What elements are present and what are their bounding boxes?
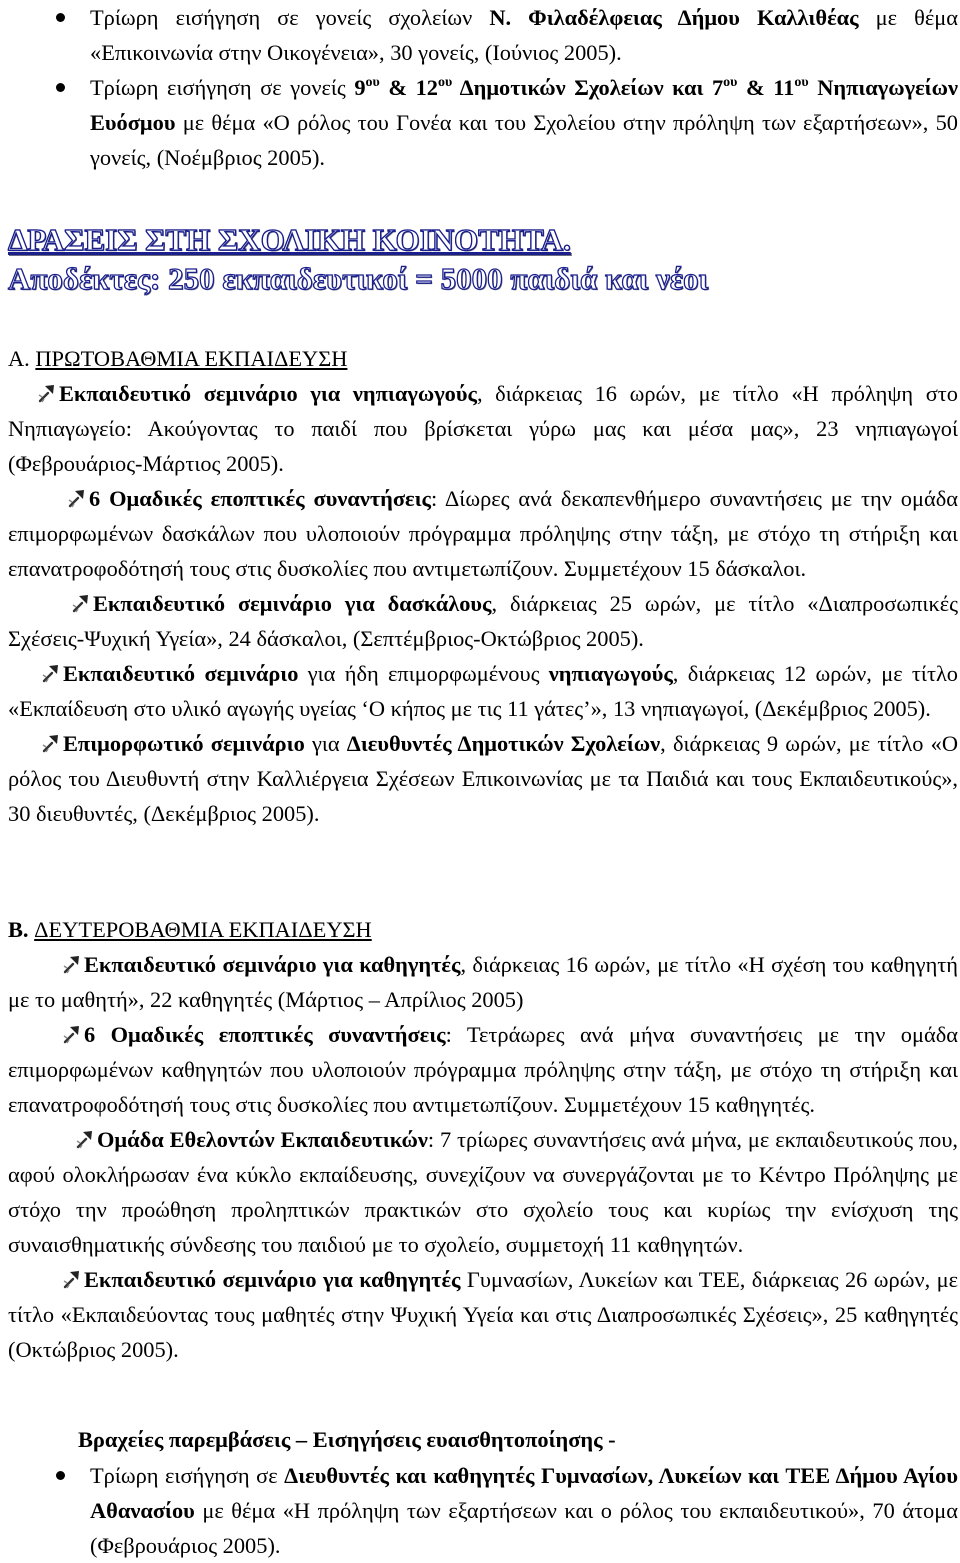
text-run: : 7 τρίωρες συναντήσεις ανά μήνα, με εκπαιδευτικούς που, αφού ολοκλήρωσαν ένα κύκλο εκπαίδευσης, συνεχίζουν να συνεργάζονται με το Κέντρο Πρόληψης με στόχο την προώθηση προληπτικών πρακτικών στο σχολείο τους και κυρίως την ενίσχυση της συναισθηματικής σύνδεσης του παιδιού με το σχολείο, συμμετοχή 11 καθηγητών. — [8, 1127, 959, 1257]
arrow-bullet-icon — [63, 954, 81, 974]
bullet-dot-icon — [56, 83, 65, 92]
arrow-bullet-icon — [42, 663, 60, 683]
text-run: Τρίωρη εισήγηση σε γονείς σχολείων — [90, 5, 490, 30]
text-run: Εκπαιδευτικό σεμινάριο — [63, 661, 299, 686]
text-run: & 11 — [737, 75, 795, 100]
section-heading — [8, 220, 948, 298]
text-run: νηπιαγωγούς — [548, 661, 673, 686]
text-run: , διάρκειας 12 ωρών, με τίτλο «Εκπαίδευση στο υλικό αγωγής υγείας ‘Ο κήπος με τις 11 γάτες’», 13 νηπιαγωγοί, (Δεκέμβριος 2005). — [8, 661, 958, 721]
text-run: για — [304, 731, 347, 756]
bullet-dot-icon — [56, 1471, 65, 1480]
text-run: Ομάδα Εθελοντών Εκπαιδευτικών — [97, 1127, 428, 1152]
bullet-list-top — [0, 0, 960, 175]
arrow-bullet-paragraph — [8, 947, 958, 1017]
arrow-bullet-icon — [72, 593, 90, 613]
text-run: Τρίωρη εισήγηση σε γονείς — [90, 75, 355, 100]
section-a-items — [8, 376, 958, 831]
section-a-title: Α. ΠΡΩΤΟΒΑΘΜΙΑ ΕΚΠΑΙΔΕΥΣΗ — [8, 346, 348, 371]
text-run: για ήδη επιμορφωμένους — [298, 661, 549, 686]
arrow-bullet-icon — [42, 733, 60, 753]
text-run: με θέμα «Επικοινωνία στην Οικογένεια», 30 γονείς, (Ιούνιος 2005). — [90, 5, 959, 65]
bullet-item — [0, 0, 960, 70]
bullet-item — [0, 1458, 960, 1563]
arrow-bullet-icon — [38, 383, 56, 403]
arrow-bullet-icon — [63, 1024, 81, 1044]
text-run: , διάρκειας 16 ωρών, με τίτλο «Η πρόληψη στο Νηπιαγωγείο: Ακούγοντας το παιδί που βρίσκεται γύρω μας και μέσα μας», 23 νηπιαγωγοί (Φεβρουάριος-Μάρτιος 2005). — [8, 381, 958, 476]
arrow-bullet-paragraph — [8, 1122, 958, 1262]
short-interventions-title: Βραχείες παρεμβάσεις – Εισηγήσεις ευαισθητοποίησης - — [78, 1427, 616, 1452]
arrow-bullet-paragraph — [8, 726, 958, 831]
text-run: , διάρκειας 25 ωρών, με τίτλο «Διαπροσωπικές Σχέσεις-Ψυχική Υγεία», 24 δάσκαλοι, (Σεπτέμβριος-Οκτώβριος 2005). — [8, 591, 959, 651]
text-run: ου — [437, 75, 453, 90]
section-primary-education — [8, 341, 958, 831]
text-run: Εκπαιδευτικό σεμινάριο για νηπιαγωγούς — [59, 381, 477, 406]
text-run: Ν. Φιλαδέλφειας Δήμου Καλλιθέας — [489, 5, 859, 30]
arrow-bullet-paragraph — [8, 1017, 958, 1122]
arrow-bullet-paragraph — [8, 656, 958, 726]
text-run: Διευθυντές Δημοτικών Σχολείων — [346, 731, 661, 756]
text-run: , διάρκειας 9 ωρών, με τίτλο «Ο ρόλος του Διευθυντή στην Καλλιέργεια Σχέσεων Επικοινωνίας με τα Παιδιά και τους Εκπαιδευτικούς», 30 διευθυντές, (Δεκέμβριος 2005). — [8, 731, 958, 826]
arrow-bullet-paragraph — [8, 481, 958, 586]
text-run: Νηπιαγωγείων Ευόσμου — [90, 75, 958, 135]
text-run: Τρίωρη εισήγηση σε — [90, 1463, 285, 1488]
text-run: Εκπαιδευτικό σεμινάριο για καθηγητές — [84, 952, 461, 977]
text-run: Εκπαιδευτικό σεμινάριο για δασκάλους — [93, 591, 492, 616]
bullet-list-bottom — [0, 1458, 960, 1563]
arrow-bullet-icon — [63, 1269, 81, 1289]
text-run: 6 Ομαδικές εποπτικές συναντήσεις — [89, 486, 432, 511]
heading-line-1: ΔΡΑΣΕΙΣ ΣΤΗ ΣΧΟΛΙΚΗ ΚΟΙΝΟΤΗΤΑ. — [8, 222, 571, 257]
bullet-dot-icon — [56, 13, 65, 22]
bullet-item — [0, 70, 960, 175]
text-run: ου — [794, 75, 809, 90]
arrow-bullet-icon — [76, 1129, 94, 1149]
arrow-bullet-paragraph — [8, 376, 958, 481]
text-run: , διάρκειας 16 ωρών, με τίτλο «Η σχέση του καθηγητή με το μαθητή», 22 καθηγητές (Μάρτιος – Απρίλιος 2005) — [8, 952, 958, 1012]
text-run: Δημοτικών Σχολείων και 7 — [452, 75, 724, 100]
text-run: Εκπαιδευτικό σεμινάριο για καθηγητές — [84, 1267, 461, 1292]
text-run: : Δίωρες ανά δεκαπενθήμερο συναντήσεις με την ομάδα επιμορφωμένων δασκάλων που υλοποιούν πρόγραμμα πρόληψης στην τάξη, με στόχο τη στήριξη και επανατροφοδότησή τους στις δυσκολίες που αντιμετωπίζουν. Συμμετέχουν 15 δάσκαλοι. — [8, 486, 959, 581]
text-run: ου — [723, 75, 738, 90]
text-run: Επιμορφωτικό σεμινάριο — [63, 731, 305, 756]
text-run: Γυμνασίων, Λυκείων και ΤΕΕ, διάρκειας 26 ωρών, με τίτλο «Εκπαιδεύοντας τους μαθητές στην Ψυχική Υγεία και στις Διαπροσωπικές Σχέσεις», 25 καθηγητές (Οκτώβριος 2005). — [8, 1267, 958, 1362]
text-run: 9 — [354, 75, 366, 100]
section-b-items — [8, 947, 958, 1367]
section-b-title: Β. ΔΕΥΤΕΡΟΒΑΘΜΙΑ ΕΚΠΑΙΔΕΥΣΗ — [8, 917, 372, 942]
text-run: 6 Ομαδικές εποπτικές συναντήσεις — [84, 1022, 446, 1047]
arrow-bullet-paragraph — [8, 1262, 958, 1367]
text-run: με θέμα «Ο ρόλος του Γονέα και του Σχολείου στην πρόληψη των εξαρτήσεων», 50 γονείς, (Νοέμβριος 2005). — [90, 110, 958, 170]
arrow-bullet-icon — [68, 488, 86, 508]
text-run: : Τετράωρες ανά μήνα συναντήσεις με την ομάδα επιμορφωμένων καθηγητών που υλοποιούν πρόγραμμα πρόληψης στην τάξη, με στόχο τη στήριξη και επανατροφοδότησή τους στις δυσκολίες που αντιμετωπίζουν. Συμμετέχουν 15 καθηγητές. — [8, 1022, 958, 1117]
text-run: & 12 — [379, 75, 438, 100]
text-run: με θέμα «Η πρόληψη των εξαρτήσεων και ο ρόλος του εκπαιδευτικού», 70 άτομα (Φεβρουάριος 2005). — [90, 1498, 958, 1558]
heading-line-2: Αποδέκτες: 250 εκπαιδευτικοί = 5000 παιδιά και νέοι — [8, 261, 709, 296]
text-run: Διευθυντές και καθηγητές Γυμνασίων, Λυκείων και ΤΕΕ Δήμου Αγίου Αθανασίου — [90, 1463, 958, 1523]
text-run: ου — [365, 75, 380, 90]
section-secondary-education — [8, 912, 958, 1367]
arrow-bullet-paragraph — [8, 586, 958, 656]
